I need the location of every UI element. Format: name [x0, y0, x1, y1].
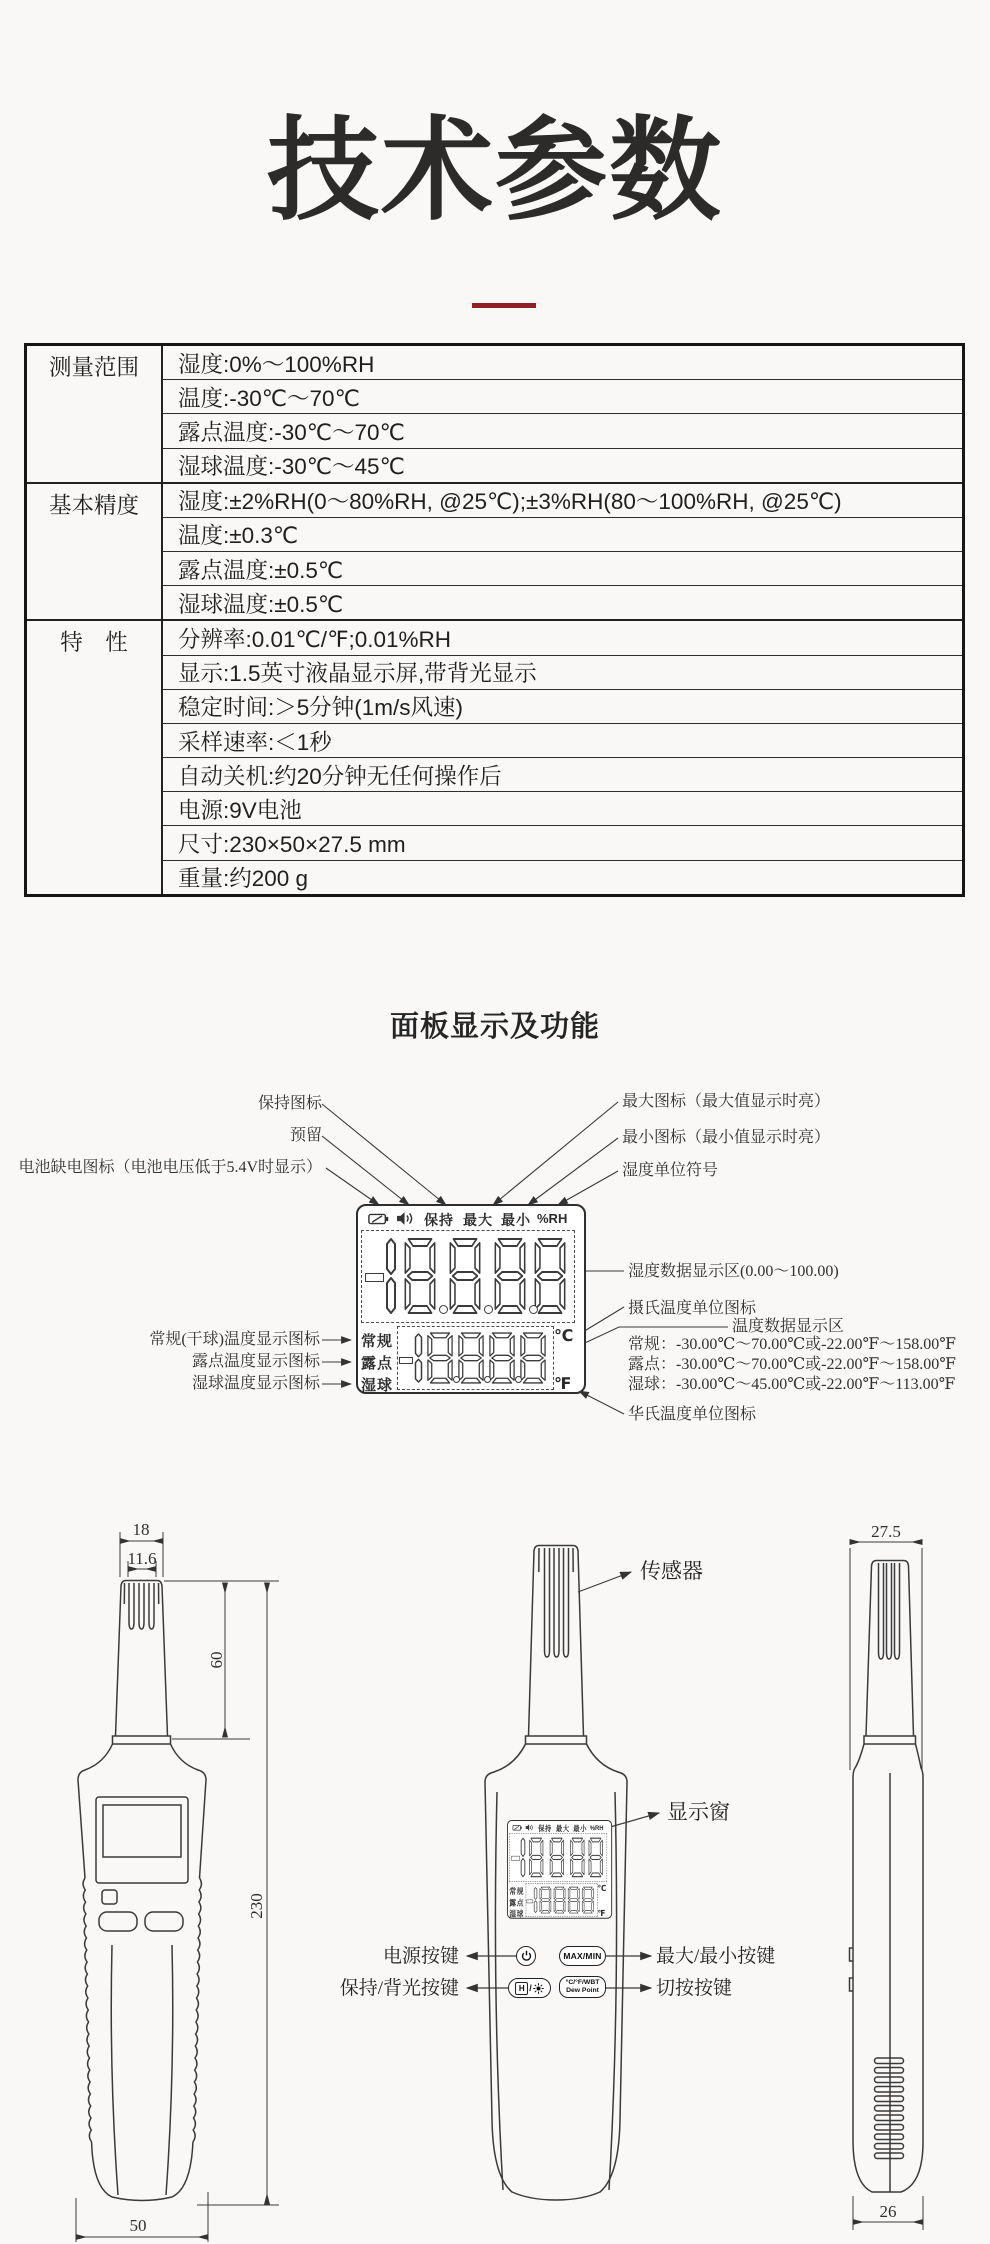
group-label-features: 特 性 — [26, 620, 163, 895]
minus-segment — [511, 1856, 520, 1861]
mini-lcd-display — [507, 1820, 612, 1919]
dim-probe-outer: 18 — [132, 1520, 150, 1539]
callout-humidity-area: 湿度数据显示区(0.00～100.00) — [628, 1263, 839, 1280]
digit-eight — [581, 1886, 594, 1914]
digit-eight — [553, 1886, 566, 1914]
spec-cell: 重量:约200 g — [162, 860, 964, 895]
callout-fahrenheit-icon: 华氏温度单位图标 — [628, 1406, 757, 1423]
hold-backlight-button — [508, 1978, 551, 1998]
dim-probe-length: 60 — [207, 1651, 226, 1669]
spec-table — [24, 343, 965, 897]
battery-low-icon — [368, 1213, 389, 1225]
lcd-window-outline — [96, 1797, 188, 1883]
slash: / — [529, 1983, 532, 1993]
front-view-drawing — [78, 1581, 206, 2201]
callout-celsius-icon: 摄氏温度单位图标 — [628, 1300, 757, 1317]
digit-eight — [570, 1837, 586, 1879]
digit-one — [534, 1887, 538, 1914]
digit-eight — [426, 1331, 454, 1385]
side-view-drawing — [850, 1561, 924, 2193]
callout-dew-icon: 露点温度显示图标 — [191, 1353, 320, 1370]
lcd-hold-label: 保持 — [538, 1824, 552, 1833]
minus-segment — [365, 1273, 384, 1282]
callout-temp-dew-range: 露点：-30.00℃～70.00℃或-22.00℉～158.00℉ — [628, 1356, 956, 1373]
lcd-fahrenheit-unit: ℉ — [554, 1376, 572, 1393]
lcd-celsius-unit: ℃ — [554, 1328, 574, 1345]
table-row — [26, 414, 964, 448]
switch-button-callout: 切按按键 — [656, 1978, 733, 1999]
callout-rh-unit: 湿度单位符号 — [622, 1162, 719, 1179]
digit-eight — [549, 1837, 565, 1879]
spec-cell: 温度:±0.3℃ — [162, 517, 964, 551]
spec-cell: 湿度:0%～100%RH — [162, 345, 964, 380]
callout-temp-area: 温度数据显示区 — [732, 1318, 845, 1335]
maxmin-button-label: MAX/MIN — [563, 1951, 602, 1961]
spec-cell: 采样速率:＜1秒 — [162, 723, 964, 757]
decimal-point — [453, 1376, 460, 1383]
vent-slots — [875, 2058, 904, 2159]
hold-backlight-callout: 保持/背光按键 — [339, 1978, 459, 1999]
table-row — [26, 380, 964, 414]
power-button-callout: 电源按键 — [382, 1946, 459, 1967]
spec-cell: 电源:9V电池 — [162, 792, 964, 826]
spec-cell: 湿球温度:±0.5℃ — [162, 586, 964, 621]
lcd-rh-unit: %RH — [537, 1211, 568, 1226]
battery-low-icon — [512, 1825, 522, 1831]
table-row — [26, 552, 964, 586]
speaker-icon — [525, 1824, 533, 1832]
lcd-wet-label: 湿球 — [361, 1377, 394, 1394]
spec-cell: 自动关机:约20分钟无任何操作后 — [162, 758, 964, 792]
spec-cell: 分辨率:0.01℃/℉;0.01%RH — [162, 620, 964, 655]
decimal-point — [484, 1305, 493, 1314]
table-row — [26, 345, 964, 380]
decimal-point — [529, 1305, 538, 1314]
group-label-range: 测量范围 — [26, 345, 163, 483]
dim-depth: 27.5 — [871, 1522, 901, 1541]
callout-battery-icon: 电池缺电图标（电池电压低于5.4V时显示） — [18, 1159, 322, 1176]
lcd-temperature-digits-area — [397, 1326, 554, 1390]
callout-temp-normal-range: 常规：-30.00℃～70.00℃或-22.00℉～158.00℉ — [628, 1336, 956, 1353]
dim-width: 50 — [129, 2216, 147, 2235]
backlight-icon — [533, 1983, 544, 1994]
table-row — [26, 517, 964, 551]
power-button — [516, 1946, 536, 1966]
table-row — [26, 860, 964, 895]
digit-eight — [488, 1331, 516, 1385]
spec-cell: 尺寸:230×50×27.5 mm — [162, 826, 964, 860]
minus-segment — [399, 1357, 413, 1364]
lcd-max-label: 最大 — [555, 1824, 570, 1833]
minus-segment — [527, 1900, 533, 1904]
callout-hold-icon: 保持图标 — [257, 1095, 322, 1112]
table-row — [26, 620, 964, 655]
lcd-max-label: 最大 — [463, 1212, 493, 1228]
decimal-point — [484, 1376, 491, 1383]
table-row — [26, 448, 964, 483]
spec-cell: 湿度:±2%RH(0～80%RH, @25℃);±3%RH(80～100%RH, @25℃) — [162, 483, 964, 518]
digit-eight — [528, 1837, 544, 1879]
spec-cell: 湿球温度:-30℃～45℃ — [162, 448, 964, 483]
table-row — [26, 655, 964, 689]
table-row — [26, 758, 964, 792]
lcd-hold-label: 保持 — [424, 1212, 454, 1228]
digit-eight — [457, 1331, 485, 1385]
group-label-accuracy: 基本精度 — [26, 483, 163, 621]
lcd-humidity-digits-area — [509, 1834, 607, 1882]
digit-one — [385, 1236, 397, 1316]
spec-cell: 稳定时间:＞5分钟(1m/s风速) — [162, 689, 964, 723]
lcd-temperature-digits-area — [526, 1883, 598, 1916]
lcd-dew-label: 露点 — [361, 1355, 394, 1372]
unit-switch-line2: Dew Point — [566, 1987, 599, 1994]
lcd-wet-label: 湿球 — [509, 1909, 524, 1919]
page-title: 技术参数 — [267, 108, 723, 233]
callout-reserved: 预留 — [289, 1127, 322, 1144]
spec-cell: 显示:1.5英寸液晶显示屏,带背光显示 — [162, 655, 964, 689]
callout-min-icon: 最小图标（最小值显示时亮） — [622, 1129, 831, 1146]
lcd-dew-label: 露点 — [509, 1898, 524, 1908]
digit-eight — [533, 1236, 567, 1316]
spec-cell: 露点温度:-30℃～70℃ — [162, 414, 964, 448]
spec-cell: 温度:-30℃～70℃ — [162, 380, 964, 414]
digit-one — [414, 1332, 423, 1384]
section-heading: 面板显示及功能 — [389, 1011, 600, 1043]
digit-eight — [519, 1331, 547, 1385]
lcd-humidity-digits-area — [361, 1230, 575, 1323]
lcd-min-label: 最小 — [573, 1824, 587, 1833]
digit-one — [520, 1837, 525, 1879]
digit-eight — [567, 1886, 580, 1914]
table-row — [26, 826, 964, 860]
callout-temp-wet-range: 湿球：-30.00℃～45.00℃或-22.00℉～113.00℉ — [628, 1376, 956, 1393]
lcd-rh-unit: %RH — [589, 1823, 604, 1832]
digit-eight — [539, 1886, 552, 1914]
lcd-normal-label: 常规 — [361, 1333, 394, 1350]
digit-eight — [403, 1236, 437, 1316]
table-row — [26, 723, 964, 757]
lcd-celsius-unit: ℃ — [597, 1884, 607, 1894]
lcd-min-label: 最小 — [501, 1212, 531, 1228]
digit-eight — [588, 1837, 604, 1879]
callout-max-icon: 最大图标（最大值显示时亮） — [622, 1093, 831, 1110]
title-underline — [472, 303, 536, 308]
table-row — [26, 792, 964, 826]
sensor-callout: 传感器 — [640, 1559, 703, 1583]
unit-switch-button — [559, 1976, 606, 1998]
mini-lcd-wrap — [507, 1820, 611, 1917]
dim-height: 230 — [247, 1893, 266, 1919]
decimal-point — [515, 1376, 522, 1383]
speaker-icon — [396, 1211, 414, 1226]
digit-eight — [448, 1236, 482, 1316]
spec-cell: 露点温度:±0.5℃ — [162, 552, 964, 586]
lcd-fahrenheit-unit: ℉ — [597, 1909, 606, 1919]
callout-normal-icon: 常规(干球)温度显示图标 — [149, 1331, 320, 1348]
lcd-normal-label: 常规 — [509, 1887, 524, 1896]
hold-key-label: H — [515, 1982, 528, 1995]
decimal-point — [439, 1305, 448, 1314]
table-row — [26, 483, 964, 518]
unit-switch-line1: °C/°F/WBT — [565, 1979, 600, 1987]
digit-eight — [493, 1236, 527, 1316]
power-icon — [521, 1950, 532, 1962]
display-window-callout: 显示窗 — [667, 1800, 730, 1824]
maxmin-button — [559, 1946, 606, 1966]
table-row — [26, 689, 964, 723]
dim-bottom-depth: 26 — [879, 2202, 897, 2221]
callout-wet-icon: 湿球温度显示图标 — [191, 1375, 320, 1392]
device-line-drawings — [0, 1480, 990, 2244]
table-row — [26, 586, 964, 621]
dim-probe-inner: 11.6 — [127, 1549, 157, 1568]
maxmin-button-callout: 最大/最小按键 — [656, 1946, 776, 1967]
lcd-display-diagram — [356, 1204, 586, 1394]
